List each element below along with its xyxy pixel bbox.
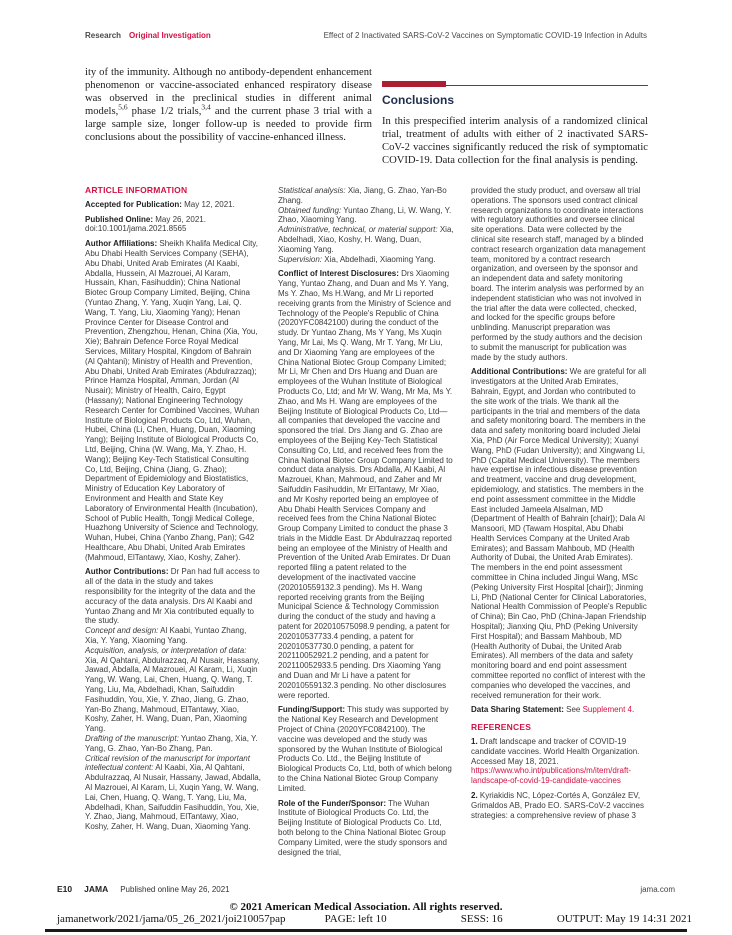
journal-footer [57, 884, 675, 894]
header-kicker [85, 31, 211, 40]
proof-output-label: OUTPUT: May 19 14:31 2021 [556, 913, 692, 925]
bottom-trim-rule [45, 929, 687, 932]
header-subsection-label: Original Investigation [129, 31, 211, 40]
section-rule [382, 79, 648, 86]
article-info-col3-text: provided the study product, and oversaw all trial operations. The sponsors used contract clinical research organizations to coordinate interactions with regulatory authorities and oversee clinical site operations. Data were collected by the clinical site research staff, managed by a blinded contract research organization data management team, monitored by a contract research organization, and overseen by the sponsor and an independent data and safety monitoring board. The interim analysis was performed by an independent statistician who was not involved in the trial after the data were collected, checked, and locked for the specific groups before unblinding. Manuscript preparation was performed by the study authors and the decision to submit the manuscript for publication was made by the study authors. Additional Contributions: We are grateful for all investigators at the United Arab Emirates, Bahrain, Egypt, and Jordan who contributed to the site work of the trials. We thank all the participants in the trial and members of the data and safety monitoring board. The members in the data and safety monitoring board included Jielai Xia, PhD (Air Force Medical University); Xuanyi Wang, PhD (Fudan University); and Xingwang Li, PhD (Capital Medical University). The members have expertise in infectious disease prevention and treatment, vaccine and drug development, epidemiology, and statistics. The members in the end point assessment committee in the Middle East included Jameela Alsalman, MD (Department of Health of Bahrain [chair]); Dala Al Mansoori, MD (Tawam Hospital, Abu Dhabi Health Services Company at the United Arab Emirates); and Bassam Mahboub, MD (Health Authority of Dubai, the United Arab Emirates). The members in the end point assessment committee in China included Jingui Wang, MSc (Peking University First Hospital [chair]); Jinming Li, PhD (National Center for Clinical Laboratories, National Health Commission of People's Republic of China); Bin Cao, PhD (China-Japan Friendship Hospital); Jianxing Qiu, PhD (Peking University First Hospital); and Bassam Mahboub, MD (Health Authority of Dubai, the United Arab Emirates). All members of the data and safety monitoring board and end point assessment committee reported no conflict of interest with the companies who developed the vaccines, and received remuneration for their work. Data Sharing Statement: See Supplement 4. [471, 186, 647, 715]
discussion-continued-paragraph: ity of the immunity. Although no antibody-dependent enhancement phenomenon or vaccine-associated enhanced respiratory disease was observed in the preclinical studies in different animal models,$^{5,6}$ phase 1/2 trials,$^{3,4}$ and the current phase 3 trial with a large sample size, longer follow-up is needed to provide firm conclusions about the possibility of vaccine-enhanced illness. [85, 67, 372, 144]
page-number: E10 [57, 884, 73, 894]
article-info-col1-text: Accepted for Publication: May 12, 2021. Published Online: May 26, 2021. doi:10.1001/jama.2021.8565 Author Affiliations: Sheikh Khalifa Medical City, Abu Dhabi Health Services Company (SEHA), Abu Dhabi, United Arab Emirates (Al Kaabi, Abdalla, Hussein, Al Mazrouei, Al Karam, Hussain, Khan, Fasihuddin); China National Biotec Group Company Limited, Beijing, China (Yuntao Zhang, Y. Yang, Xuqin Yang, Lai, Q. Wang, T. Yang, Liu, Xiaoming Yang); Henan Province Center for Disease Control and Prevention, Zhengzhou, Henan, China (Xia, You, Xie); Bahrain Defence Force Royal Medical Services, Military Hospital, Kingdom of Bahrain (Al Qahtani); Ministry of Health and Prevention, Abu Dhabi, United Arab Emirates (Abdulrazzaq); Prince Hamza Hospital, Amman, Jordan (Al Nusair); Ministry of Health, Cairo, Egypt (Hassany); National Engineering Technology Research Center for Combined Vaccines, Wuhan Institute of Biological Products Co, Ltd, Wuhan, Hubei, China (Li, Chen, Huang, Duan, Xiaoming Yang); Beijing Institute of Biological Products Co, Ltd, Beijing, China (W. Wang, Ma, Y. Zhao, H. Wang); Beijing Key-Tech Statistical Consulting Co, Ltd, Beijing, China (Jiang, G. Zhao); Department of Epidemiology and Biostatistics, Ministry of Education Key Laboratory of Environment and Health and State Key Laboratory of Environmental Health (Incubation), School of Public Health, Tongji Medical College, Huazhong University of Science and Technology, Wuhan, Hubei, China (Yanbo Zhang, Pan); G42 Healthcare, Abu Dhabi, United Arab Emirates (Mahmoud, ElTantawy, Xiao, Koshy, Zaher). Author Contributions: Dr Pan had full access to all of the data in the study and takes responsibility for the integrity of the data and the accuracy of the data analysis. Drs Al Kaabi and Yuntao Zhang and Mr Xia contributed equally to the study. Concept and design: Al Kaabi, Yuntao Zhang, Xia, Y. Yang, Xiaoming Yang. Acquisition, analysis, or interpretation of data: Xia, Al Qahtani, Abdulrazzaq, Al Nusair, Hassany, Jawad, Abdalla, Al Mazrouei, Al Karam, Li, Xuqin Yang, W. Wang, Lai, Chen, Huang, Q. Wang, T. Yang, Liu, Ma, Abdelhadi, Khan, Saifuddin Fasihuddin, You, Xie, Y. Zhao, Jiang, G. Zhao, Yan-Bo Zhang, Mahmoud, ElTantawy, Xiao, Koshy, Zaher, H. Wang, Duan, Pan, Xiaoming Yang. Drafting of the manuscript: Yuntao Zhang, Xia, Y. Yang, G. Zhao, Yan-Bo Zhang, Pan. Critical revision of the manuscript for important intellectual content: Al Kaabi, Xia, Al Qahtani, Abdulrazzaq, Al Nusair, Hassany, Jawad, Abdalla, Al Mazrouei, Al Karam, Li, Xuqin Yang, W. Wang, Lai, Chen, Huang, Q. Wang, T. Yang, Liu, Ma, Abdelhadi, Khan, Saifuddin Fasihuddin, You, Xie, Y. Zhao, Jiang, Mahmoud, ElTantawy, Xiao, Koshy, Zaher, H. Wang, Duan, Xiaoming Yang. [85, 199, 261, 832]
references-heading: REFERENCES [471, 722, 532, 733]
conclusions-section [382, 79, 648, 167]
journal-name: JAMA [84, 884, 109, 894]
conclusions-body: In this prespecified interim analysis of a randomized clinical trial, treatment of adults with either of 2 inactivated SARS-CoV-2 vaccines significantly reduced the risk of symptomatic COVID-19. Data collection for the final analysis is pending. [382, 116, 648, 167]
proof-slug-line [57, 913, 692, 925]
published-online-date: Published online May 26, 2021 [120, 885, 230, 894]
proof-page-label: PAGE: left 10 [324, 913, 387, 925]
conclusions-heading: Conclusions [382, 93, 455, 107]
copyright-line: © 2021 American Medical Association. All rights reserved. [229, 901, 503, 913]
proof-session-label: SESS: 16 [460, 913, 503, 925]
article-info-column-3 [471, 186, 647, 857]
article-info-column-1 [85, 186, 261, 857]
article-information-section [85, 186, 647, 857]
running-header [85, 31, 647, 40]
footer-left [57, 884, 230, 894]
jama-com-link[interactable]: jama.com [640, 885, 675, 894]
article-info-column-2 [278, 186, 454, 857]
running-title: Effect of 2 Inactivated SARS-CoV-2 Vaccines on Symptomatic COVID-19 Infection in Adults [323, 31, 647, 40]
article-info-col2-text: Statistical analysis: Xia, Jiang, G. Zhao, Yan-Bo Zhang. Obtained funding: Yuntao Zhang, Li, W. Wang, Y. Zhao, Xiaoming Yang. Administrative, technical, or material support: Xia, Abdelhadi, Xiao, Koshy, H. Wang, Duan, Xiaoming Yang. Supervision: Xia, Abdelhadi, Xiaoming Yang. Conflict of Interest Disclosures: Drs Xiaoming Yang, Yuntao Zhang, and Duan and Ms Y. Yang, Ms Y. Zhao, Ms H.Wang, and Mr Li reported receiving grants from the Ministry of Science and Technology of the People's Republic of China (2020YFC0842100) during the conduct of the study. Dr Yuntao Zhang, Ms Y Yang, Ms Xuqin Yang, Mr Lai, Ms Q. Wang, Mr T. Yang, Mr Liu, and Dr Xiaoming Yang are employees of the China National Biotec Group Company Limited; Mr Li, Mr Chen and Drs Huang and Duan are employees of the Wuhan Institute of Biological Products Co, Ltd; and Mr W. Wang, Mr Ma, Ms Y. Zhao, and Ms H. Wang are employees of the Beijing Institute of Biological Products Co, Ltd—all companies that developed the vaccine and sponsored the trial. Drs Jiang and G. Zhao are employees of the Beijing Key-Tech Statistical Consulting Co, Ltd, and received fees from the China National Biotec Group Company Limited to conduct data analysis. Drs Abdalla, Al Kaabi, Al Mazrouei, Khan, Mahmoud, and Zaher and Mr Saifuddin Fasihuddin, Mr ElTantawy, Mr Xiao, and Mr Koshy reported being an employee of Abu Dhabi Health Services Company and received fees from the China National Biotec Group Company Limited to conduct the phase 3 trials in the Middle East. Dr Abdulrazzaq reported being an employee of the Ministry of Health and Prevention of the United Arab Emirates. Dr Duan reported filing a patent related to the development of the inactivated vaccine (202010559132.3 pending). Ms H. Wang reported receiving grants from the Beijing Municipal Science & Technology Commission during the conduct of the study and having a patent for 202010575098.9 pending, a patent for 202010537733.4 pending, a patent for 202010537730.0 pending, a patent for 202110052921.2 pending, and a patent for 202110052933.5 pending. Drs Xiaoming Yang and Duan and Mr Li have a patent for 202010559132.3 pending. No other disclosures were reported. Funding/Support: This study was supported by the National Key Research and Development Project of China (2020YFC0842100). The vaccine was developed and the study was sponsored by the Wuhan Institute of Biological Products Co. Ltd., the Beijing Institute of Biological Products Co, Ltd, both of which belong to the China National Biotec Group Company Limited. Role of the Funder/Sponsor: The Wuhan Institute of Biological Products Co. Ltd, the Beijing Institute of Biological Products Co. Ltd, both belong to the China National Biotec Group Company Limited, were the study sponsors and designed the trial, [278, 186, 454, 857]
header-section-label: Research [85, 31, 122, 40]
article-information-heading: ARTICLE INFORMATION [85, 185, 188, 195]
references-list: 1. Draft landscape and tracker of COVID-19 candidate vaccines. World Health Organization. Accessed May 18, 2021. https://www.who.int/publications/m/item/draft-landscape-of-covid-19-candidate-vaccines 2. Kyriakidis NC, López-Cortés A, González EV, Grimaldos AB, Prado EO. SARS-CoV-2 vaccines strategies: a comprehensive review of phase 3 [471, 737, 644, 820]
proof-file-path: jamanetwork/2021/jama/05_26_2021/joi210057pap [57, 913, 286, 925]
section-rule-accent [382, 81, 446, 87]
